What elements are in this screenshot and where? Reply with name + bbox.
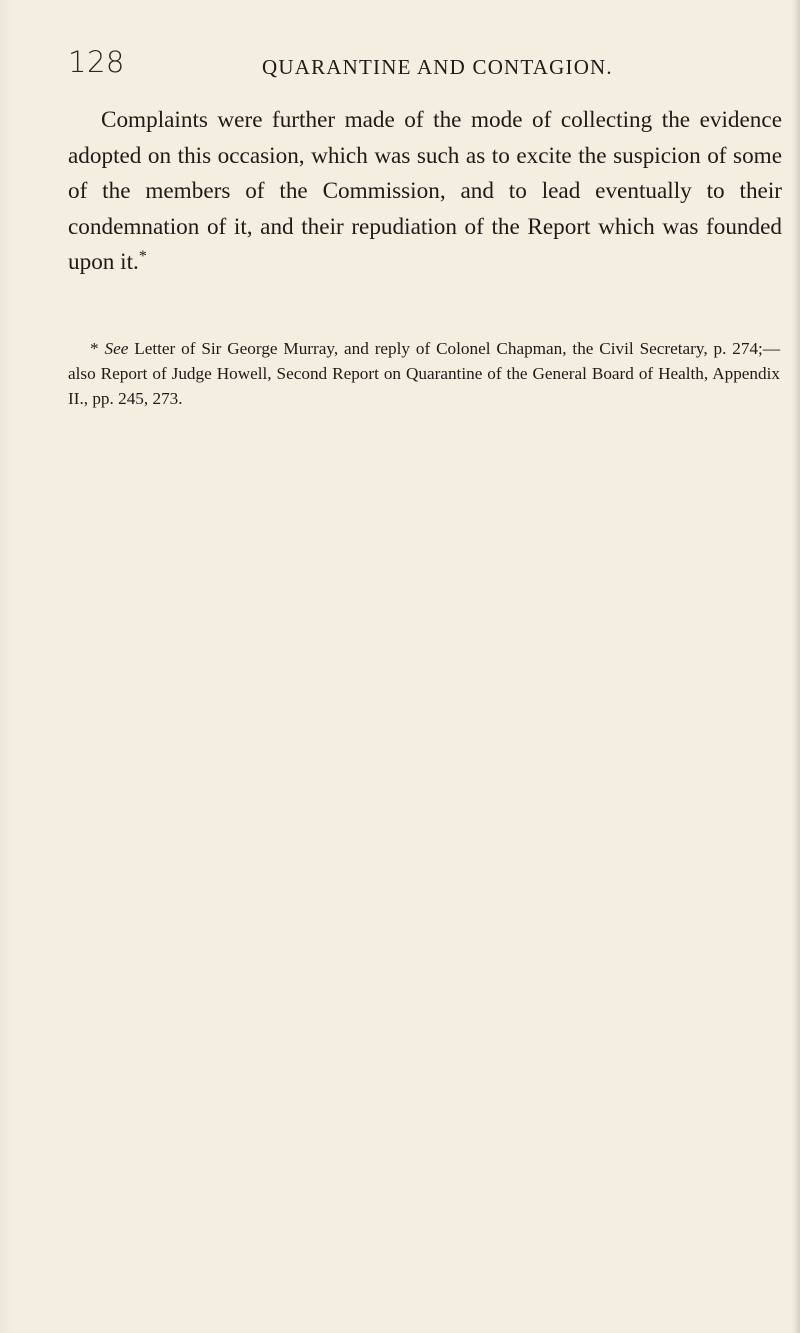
footnote-reference: * [138,248,147,266]
footnote-marker: * [90,339,99,358]
footnote-see: See [104,339,129,358]
running-title: QUARANTINE AND CONTAGION. [262,55,613,79]
footnote [68,336,780,411]
running-head [68,44,768,84]
page-edge [794,0,800,1333]
paragraph-text: Complaints were further made of the mode of collecting the evidence adopted on this occasion, which was such as to excite the suspicion of some of the members of the Commission, and to lead eventually to their condemnation of it, and their repudiation of the Report which was founded upon it. [68,107,782,276]
footnote-text: Letter of Sir George Murray, and reply of Colonel Chapman, the Civil Secretary, p. 274;—also Report of Judge Howell, Second Report on Quarantine of the General Board of Health, Appendix II., pp. 245, 273. [68,339,781,408]
page-number: 128 [68,45,125,79]
body-paragraph [68,103,782,281]
